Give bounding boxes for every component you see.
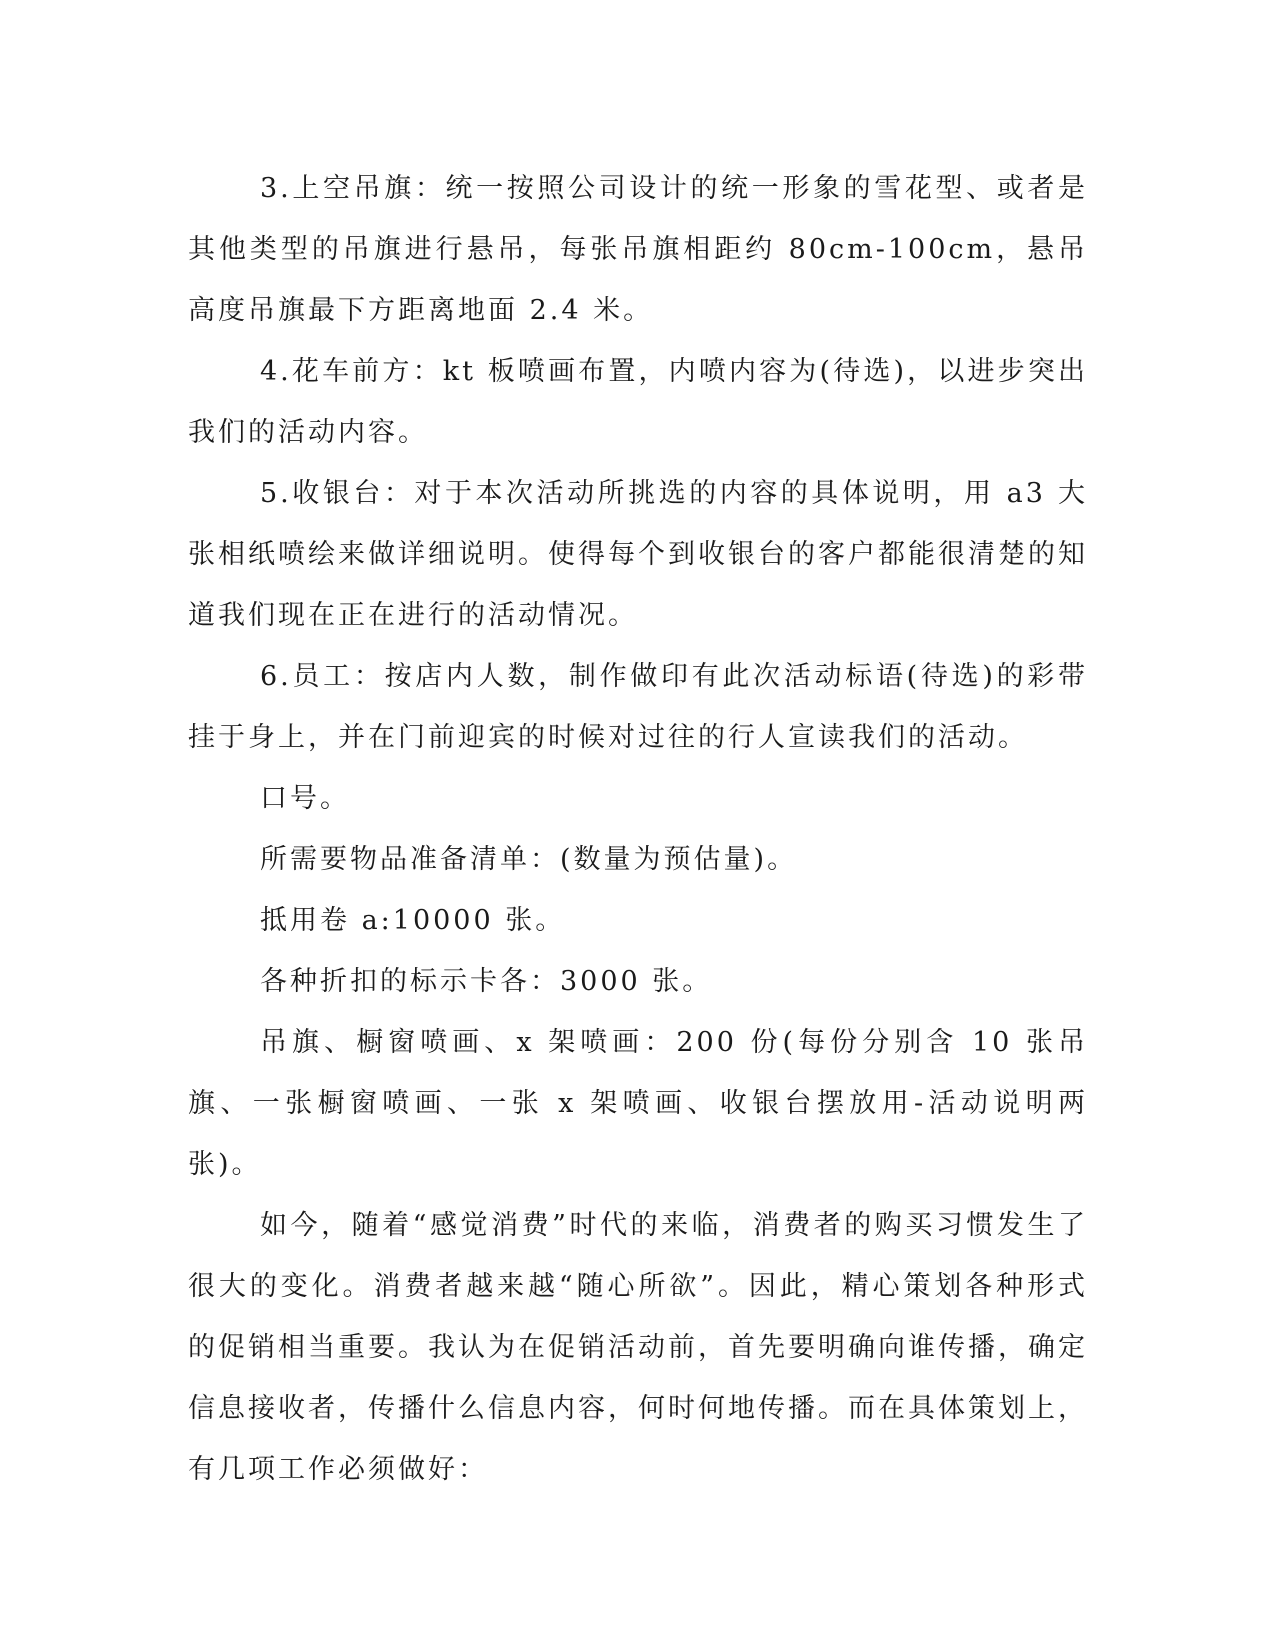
paragraph-discount-cards: 各种折扣的标示卡各：3000 张。 — [260, 966, 713, 997]
document-body — [188, 158, 1088, 1500]
paragraph-voucher: 抵用卷 a:10000 张。 — [260, 905, 566, 936]
paragraph-slogan: 口号。 — [260, 783, 350, 814]
paragraph-float-front: 4.花车前方：kt 板喷画布置，内喷内容为(待选)，以进步突出我们的活动内容。 — [188, 356, 1088, 448]
paragraph-flags-posters: 吊旗、橱窗喷画、x 架喷画：200 份(每份分别含 10 张吊旗、一张橱窗喷画、一张 x 架喷画、收银台摆放用-活动说明两张)。 — [188, 1027, 1088, 1180]
paragraph-checklist-heading: 所需要物品准备清单：(数量为预估量)。 — [260, 844, 798, 875]
paragraph-staff: 6.员工：按店内人数，制作做印有此次活动标语(待选)的彩带挂于身上，并在门前迎宾的时候对过往的行人宣读我们的活动。 — [188, 661, 1088, 753]
paragraph-cashier: 5.收银台：对于本次活动所挑选的内容的具体说明，用 a3 大张相纸喷绘来做详细说明。使得每个到收银台的客户都能很清楚的知道我们现在正在进行的活动情况。 — [188, 478, 1088, 631]
paragraph-hanging-flags: 3.上空吊旗：统一按照公司设计的统一形象的雪花型、或者是其他类型的吊旗进行悬吊，每张吊旗相距约 80cm-100cm，悬吊高度吊旗最下方距离地面 2.4 米。 — [188, 173, 1088, 326]
paragraph-consumption-era: 如今，随着“感觉消费”时代的来临，消费者的购买习惯发生了很大的变化。消费者越来越“随心所欲”。因此，精心策划各种形式的促销相当重要。我认为在促销活动前，首先要明确向谁传播，确定信息接收者，传播什么信息内容，何时何地传播。而在具体策划上，有几项工作必须做好： — [188, 1210, 1088, 1485]
